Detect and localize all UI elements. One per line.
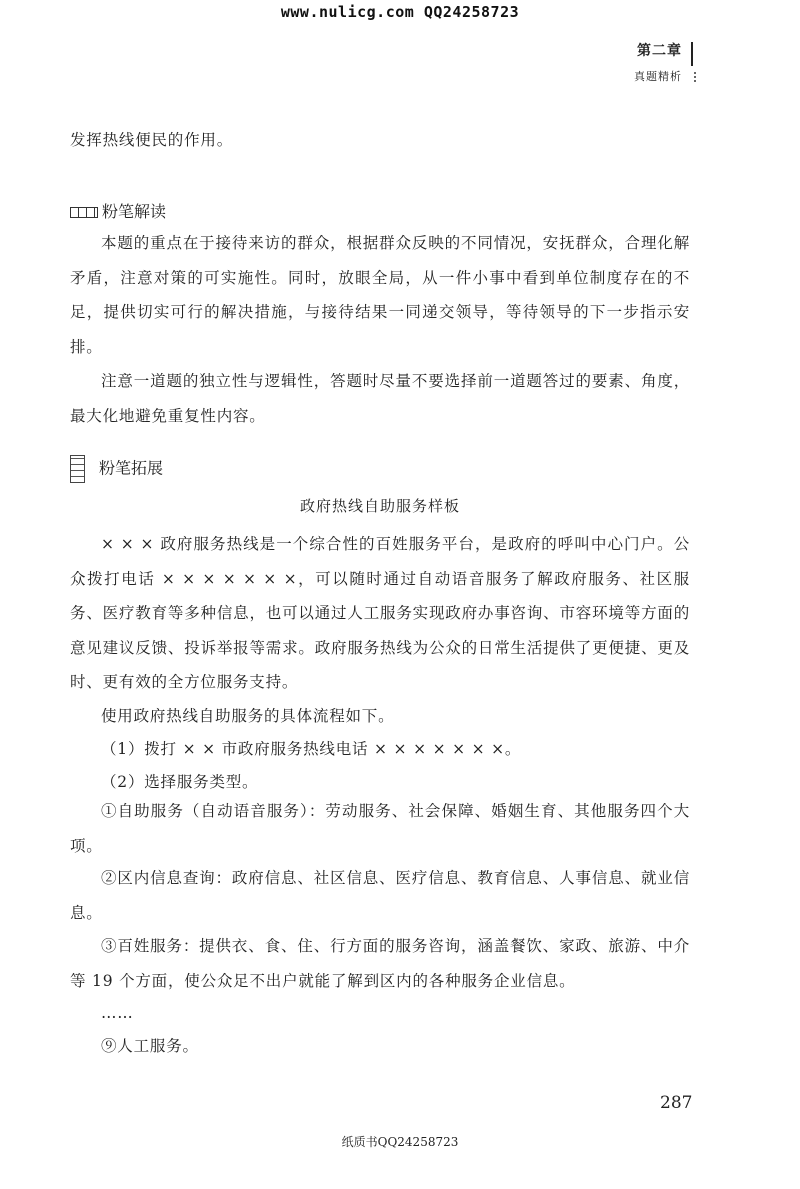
paragraph-interpretation-1: 本题的重点在于接待来访的群众，根据群众反映的不同情况，安抚群众，合理化解矛盾，注意对策的可实施性。同时，放眼全局，从一件小事中看到单位制度存在的不足，提供切实可行的解决措施，与接待结果一同递交领导，等待领导的下一步指示安排。 <box>70 234 690 356</box>
section-heading-extension <box>70 455 163 483</box>
section-book-icon <box>70 455 85 483</box>
service-item-1: ①自助服务（自动语音服务）：劳动服务、社会保障、婚姻生育、其他服务四个大项。 <box>70 802 690 855</box>
chapter-header <box>634 40 682 84</box>
paragraph-hotline-intro: × × × 政府服务热线是一个综合性的百姓服务平台，是政府的呼叫中心门户。公众拨打电话 × × × × × × ×，可以随时通过自动语音服务了解政府服务、社区服务、医疗教育等多种信息，也可以通过人工服务实现政府办事咨询、市容环境等方面的意见建议反馈、投诉举报等需求。政府服务热线为公众的日常生活提供了更便捷、更及时、更有效的全方位服务支持。 <box>70 535 690 691</box>
service-item-2: ②区内信息查询：政府信息、社区信息、医疗信息、教育信息、人事信息、就业信息。 <box>70 869 690 922</box>
section-heading-interpretation <box>70 199 166 222</box>
step-1: （1）拨打 × × 市政府服务热线电话 × × × × × × ×。 <box>101 740 522 758</box>
paragraph-continued: 发挥热线便民的作用。 <box>70 131 234 149</box>
section-heading-label: 粉笔拓展 <box>99 458 164 478</box>
section-bar-icon <box>70 207 98 218</box>
service-item-9: ⑨人工服务。 <box>101 1037 199 1055</box>
watermark-text: www.nulicg.com QQ24258723 <box>280 3 520 21</box>
section-title: 真题精析 <box>634 70 682 83</box>
section-heading-label: 粉笔解读 <box>102 202 167 221</box>
chapter-divider <box>691 42 693 66</box>
chapter-dots <box>694 72 698 82</box>
page-number: 287 <box>660 1093 693 1113</box>
ellipsis: …… <box>101 1004 134 1022</box>
chapter-title: 第二章 <box>637 43 682 59</box>
service-item-3: ③百姓服务：提供衣、食、住、行方面的服务咨询，涵盖餐饮、家政、旅游、中介等 19 个方面，使公众足不出户就能了解到区内的各种服务企业信息。 <box>70 937 690 990</box>
paragraph-procedure-intro: 使用政府热线自助服务的具体流程如下。 <box>101 707 395 725</box>
footer-text: 纸质书QQ24258723 <box>341 1135 459 1149</box>
template-title: 政府热线自助服务样板 <box>299 497 460 515</box>
paragraph-interpretation-2: 注意一道题的独立性与逻辑性，答题时尽量不要选择前一道题答过的要素、角度，最大化地避免重复性内容。 <box>70 372 690 425</box>
step-2: （2）选择服务类型。 <box>101 773 259 791</box>
